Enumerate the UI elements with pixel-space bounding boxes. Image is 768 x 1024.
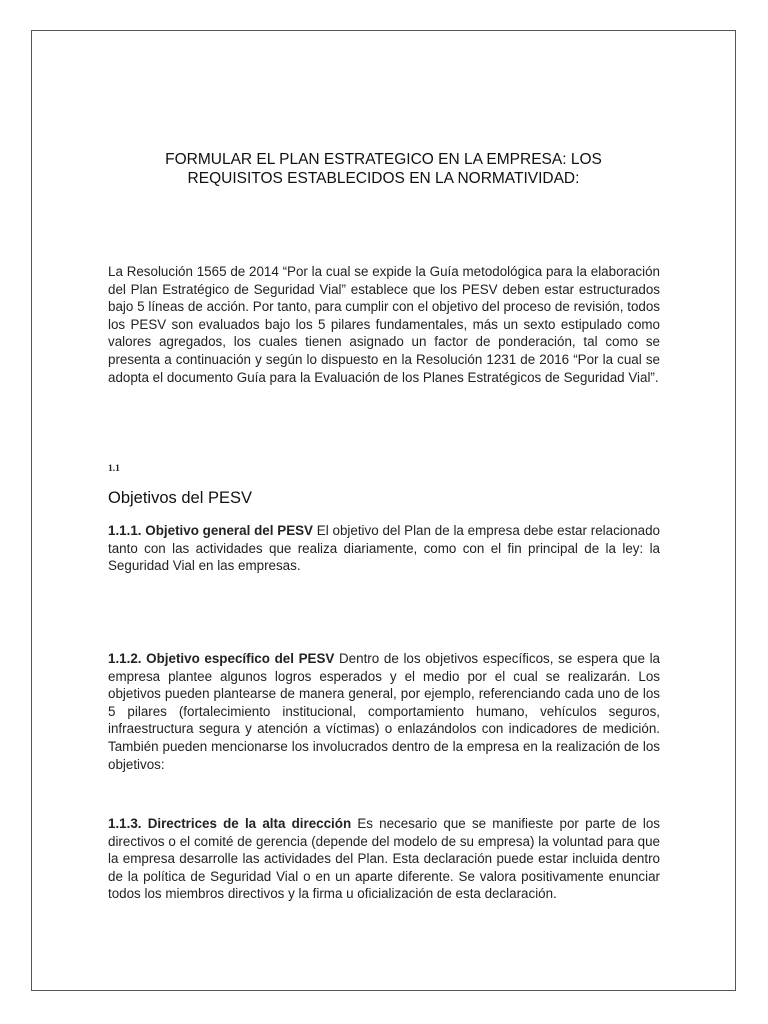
subsection-heading: 1.1.3. Directrices de la alta dirección xyxy=(108,816,352,831)
subsection-general-objective xyxy=(108,522,660,575)
section-title: Objetivos del PESV xyxy=(108,489,252,507)
subsection-text: Dentro de los objetivos específicos, se espera que la empresa plantee algunos logros esperados y el medio por el cual se realizarán. Los objetivos pueden plantearse de manera general, por ejemplo, referenciando cada uno de los 5 pilares (fortalecimiento institucional, comportamiento humano, vehículos seguros, infraestructura segura y atención a víctimas) o enlazándolos con indicadores de medición. También pueden mencionarse los involucrados dentro de la empresa en la realización de los objetivos: xyxy=(108,651,661,772)
subsection-heading: 1.1.1. Objetivo general del PESV xyxy=(108,523,313,538)
document-page xyxy=(31,30,736,991)
title-line-1: FORMULAR EL PLAN ESTRATEGICO EN LA EMPRESA: LOS xyxy=(165,151,602,168)
subsection-heading: 1.1.2. Objetivo específico del PESV xyxy=(108,651,335,666)
subsection-management-guidelines xyxy=(108,815,660,903)
title-line-2: REQUISITOS ESTABLECIDOS EN LA NORMATIVIDAD: xyxy=(187,170,580,187)
subsection-text: El objetivo del Plan de la empresa debe estar relacionado tanto con las actividades que realiza diariamente, como con el fin principal de la ley: la Seguridad Vial en las empresas. xyxy=(108,523,660,574)
document-title xyxy=(32,150,735,188)
subsection-specific-objective xyxy=(108,650,660,773)
subsection-text: Es necesario que se manifieste por parte de los directivos o el comité de gerencia (depende del modelo de su empresa) la voluntad para que la empresa desarrolle las actividades del Plan. Esta declaración puede estar incluida dentro de la política de Seguridad Vial o en un aparte diferente. Se valora positivamente enunciar todos los miembros directivos y la firma u oficialización de esta declaración. xyxy=(108,816,660,902)
intro-paragraph: La Resolución 1565 de 2014 “Por la cual se expide la Guía metodológica para la elaboración del Plan Estratégico de Seguridad Vial” establece que los PESV deben estar estructurados bajo 5 líneas de acción. Por tanto, para cumplir con el objetivo del proceso de revisión, todos los PESV son evaluados bajo los 5 pilares fundamentales, más un sexto estipulado como valores agregados, los cuales tienen asignado un factor de ponderación, tal como se presenta a continuación y según lo dispuesto en la Resolución 1231 de 2016 “Por la cual se adopta el documento Guía para la Evaluación de los Planes Estratégicos de Seguridad Vial”. xyxy=(108,264,660,385)
section-number: 1.1 xyxy=(108,464,120,474)
